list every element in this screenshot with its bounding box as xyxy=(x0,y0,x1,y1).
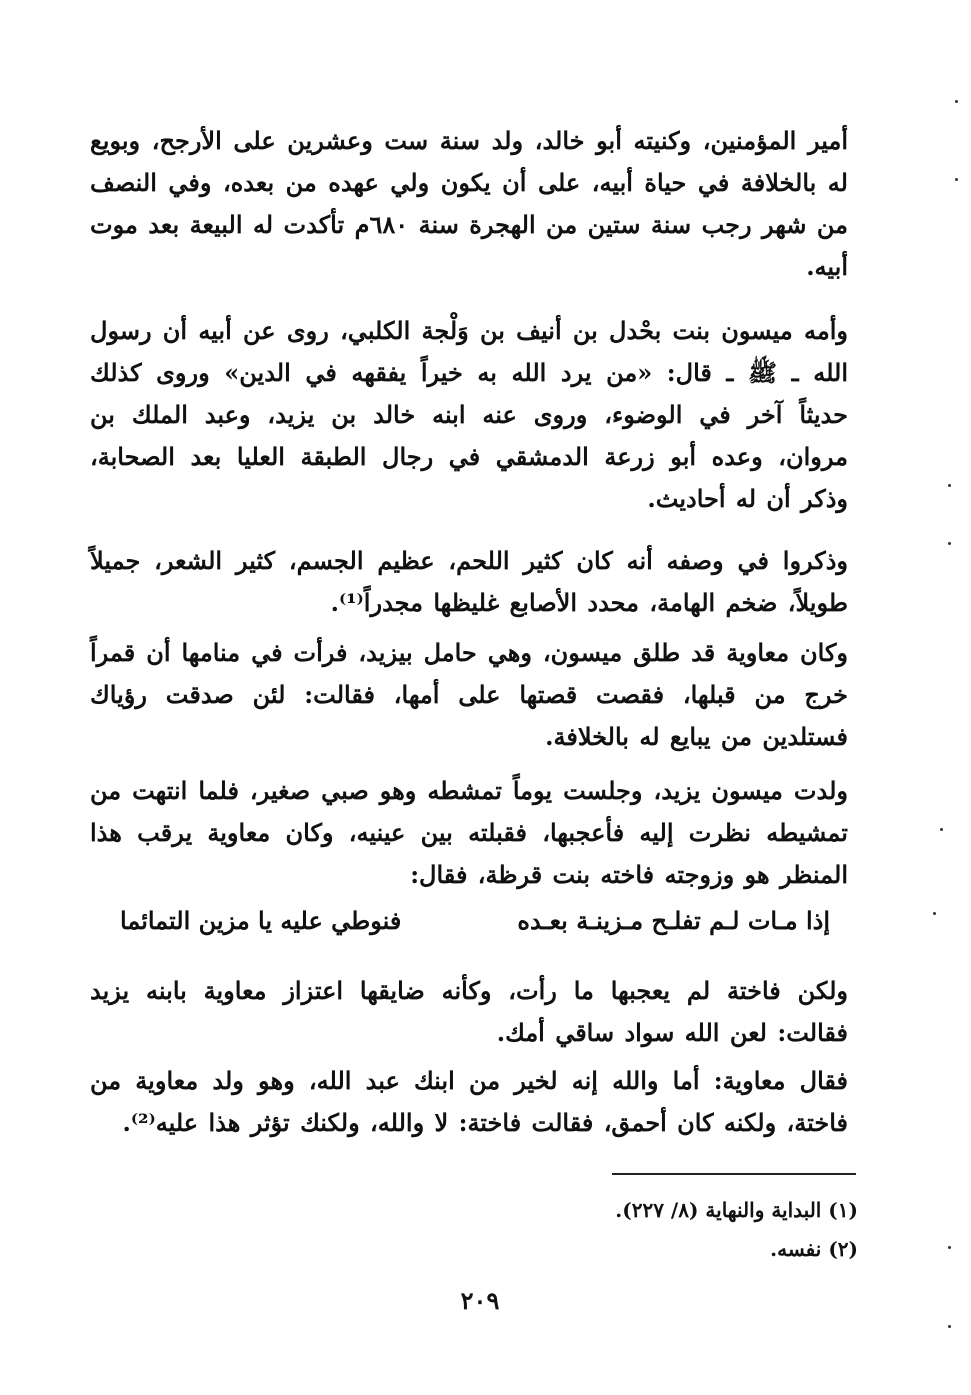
paragraph-7: فقال معاوية: أما والله إنه لخير من ابنك عبد الله، وهو ولد معاوية من فاختة، ولكنه كان أحمق، فقالت فاختة: لا والله، ولكنك تؤثر هذا عليه⁽²⁾. xyxy=(90,1066,848,1137)
paragraph-6: ولكن فاختة لم يعجبها ما رأت، وكأنه ضايقها اعتزاز معاوية بابنه يزيد فقالت: لعن الله سواد ساقي أمك. xyxy=(90,976,848,1047)
scan-speck xyxy=(955,178,958,181)
paragraph-4: وكان معاوية قد طلق ميسون، وهي حامل بيزيد، فرأت في منامها أن قمراً خرج من قبلها، فقصت قصتها على أمها، فقالت: لئن صدقت رؤياك فستلدين من يبايع له بالخلافة. xyxy=(90,638,848,751)
scan-speck xyxy=(933,912,936,915)
poetry-verse xyxy=(120,900,830,942)
paragraph-3: وذكروا في وصفه أنه كان كثير اللحم، عظيم الجسم، كثير الشعر، جميلاً طويلاً، ضخم الهامة، محدد الأصابع غليظها مجدراً⁽¹⁾. xyxy=(90,546,848,617)
scan-speck xyxy=(948,484,951,487)
paragraph-5: ولدت ميسون يزيد، وجلست يوماً تمشطه وهو صبي صغير، فلما انتهت من تمشيطه نظرت إليه فأعجبها، فقبلته بين عينيه، وكان معاوية يرقب هذا المنظر هو وزوجته فاخته بنت قرظة، فقال: xyxy=(90,776,848,889)
scan-speck xyxy=(948,542,951,545)
scan-speck xyxy=(948,1325,951,1328)
scan-speck xyxy=(948,1246,951,1249)
footnote-2: (٢) نفسه. xyxy=(770,1237,858,1261)
paragraph-2: وأمه ميسون بنت بحْدل بن أنيف بن وَلْجة الكلبي، روى عن أبيه أن رسول الله ـ ﷺ ـ قال: «من يرد الله به خيراً يفقهه في الدين» وروى كذلك حديثاً آخر في الوضوء، وروى عنه ابنه خالد بن يزيد، وعبد الملك بن مروان، وعده أبو زرعة الدمشقي في رجال الطبقة العليا بعد الصحابة، وذكر أن له أحاديث. xyxy=(90,316,848,513)
footnote-separator xyxy=(612,1173,856,1175)
verse-first-hemistich: إذا مـات لـم تفلـح مـزينـة بعـده xyxy=(517,906,830,935)
page-number: ٢٠٩ xyxy=(460,1286,500,1315)
scan-speck xyxy=(955,100,958,103)
paragraph-1: أمير المؤمنين، وكنيته أبو خالد، ولد سنة ست وعشرين على الأرجح، وبويع له بالخلافة في حياة أبيه، على أن يكون ولي عهده من بعده، وفي النصف من شهر رجب سنة ستين من الهجرة سنة ٦٨٠م تأكدت له البيعة بعد موت أبيه. xyxy=(90,126,849,281)
scan-speck xyxy=(940,828,943,831)
verse-second-hemistich: فنوطي عليه يا مزين التمائما xyxy=(120,906,402,935)
footnote-1: (١) البداية والنهاية (٨/ ٢٢٧). xyxy=(615,1198,858,1222)
